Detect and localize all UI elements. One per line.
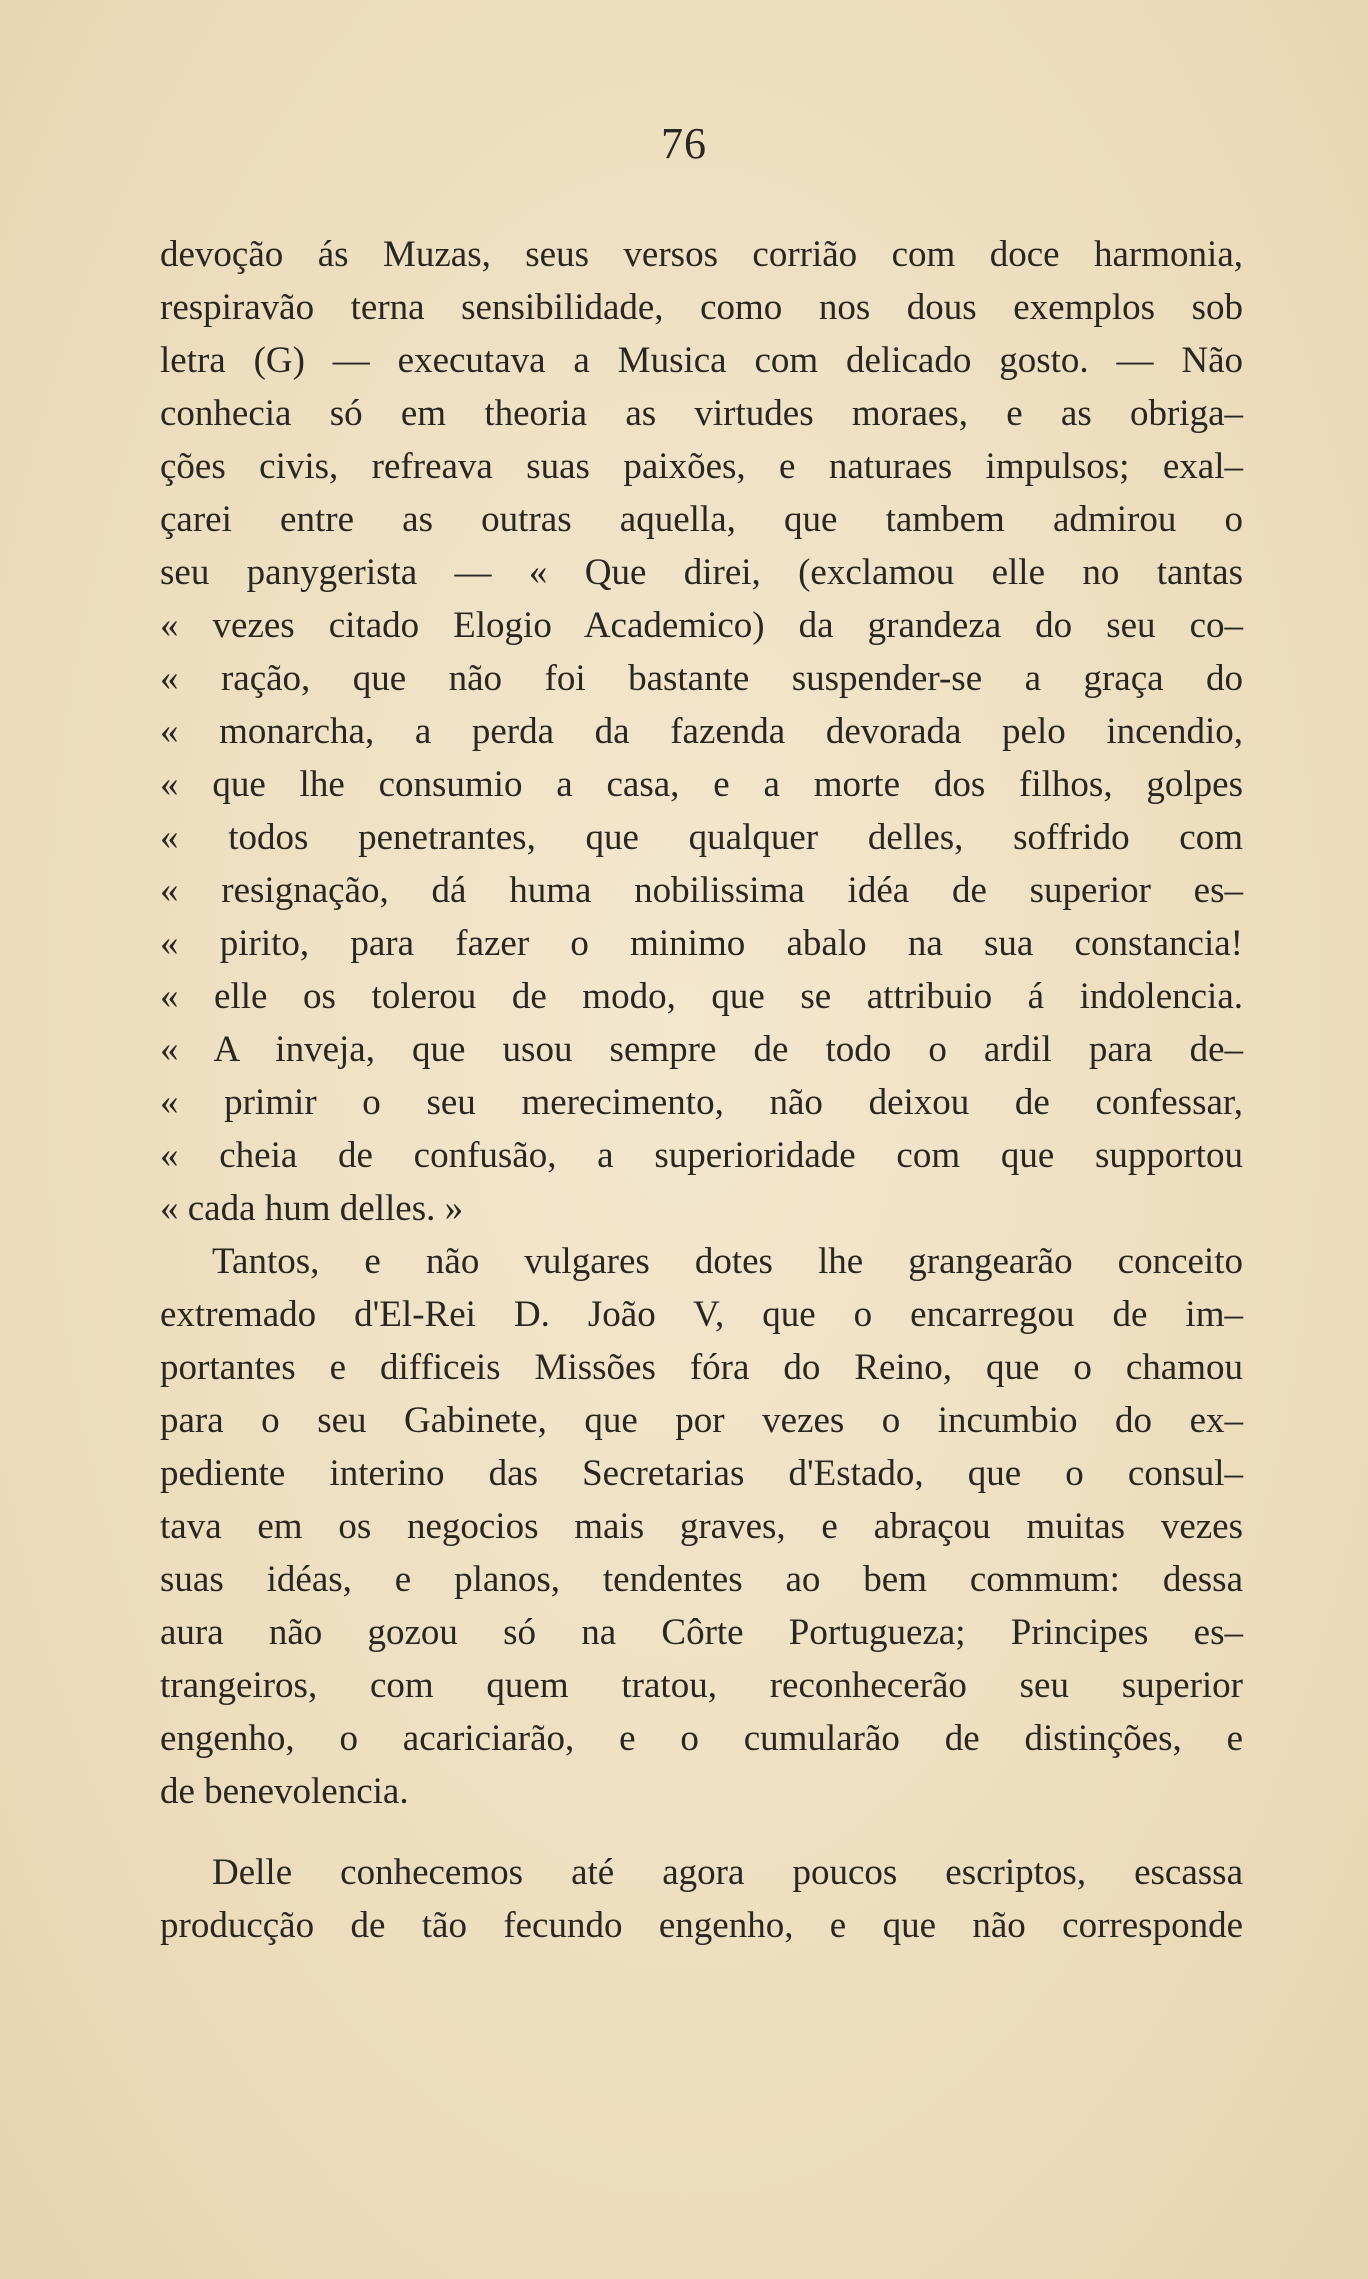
quoted-line: « resignação, dá huma nobilissima idéa de superior es– <box>160 870 1243 911</box>
quoted-line: « cheia de confusão, a superioridade com que supportou <box>160 1135 1243 1176</box>
text-line: trangeiros, com quem tratou, reconhecerão seu superior <box>160 1665 1243 1706</box>
text-line: tava em os negocios mais graves, e abraçou muitas vezes <box>160 1506 1243 1547</box>
text-line: çarei entre as outras aquella, que tambem admirou o <box>160 499 1243 540</box>
quoted-line: « A inveja, que usou sempre de todo o ardil para de– <box>160 1029 1243 1070</box>
quoted-line: « elle os tolerou de modo, que se attribuio á indolencia. <box>160 976 1243 1017</box>
quoted-line: « cada hum delles. » <box>160 1188 464 1229</box>
quoted-line: « pirito, para fazer o minimo abalo na sua constancia! <box>160 923 1243 964</box>
text-line: aura não gozou só na Côrte Portugueza; Principes es– <box>160 1612 1243 1653</box>
text-line: conhecia só em theoria as virtudes moraes, e as obriga– <box>160 393 1243 434</box>
quoted-line: « primir o seu merecimento, não deixou de confessar, <box>160 1082 1243 1123</box>
text-line: extremado d'El-Rei D. João V, que o encarregou de im– <box>160 1294 1243 1335</box>
paragraph-2 <box>160 1235 1243 1818</box>
text-line: Tantos, e não vulgares dotes lhe grangearão conceito <box>212 1241 1243 1282</box>
text-line: respiravão terna sensibilidade, como nos dous exemplos sob <box>160 287 1243 328</box>
text-line: Delle conhecemos até agora poucos escriptos, escassa <box>212 1852 1243 1893</box>
paragraph-spacer <box>160 1818 1243 1846</box>
text-line: devoção ás Muzas, seus versos corrião com doce harmonia, <box>160 234 1243 275</box>
text-line: seu panygerista — « Que direi, (exclamou elle no tantas <box>160 552 1243 593</box>
text-line: ções civis, refreava suas paixões, e naturaes impulsos; exal– <box>160 446 1243 487</box>
paragraph-3 <box>160 1846 1243 1952</box>
body-text <box>160 228 1243 1952</box>
quoted-line: « que lhe consumio a casa, e a morte dos filhos, golpes <box>160 764 1243 805</box>
text-line: engenho, o acariciarão, e o cumularão de distinções, e <box>160 1718 1243 1759</box>
text-line: para o seu Gabinete, que por vezes o incumbio do ex– <box>160 1400 1243 1441</box>
page-number: 76 <box>661 119 707 168</box>
quoted-line: « monarcha, a perda da fazenda devorada pelo incendio, <box>160 711 1243 752</box>
text-line: de benevolencia. <box>160 1771 409 1812</box>
quoted-line: « ração, que não foi bastante suspender-se a graça do <box>160 658 1243 699</box>
quoted-line: « vezes citado Elogio Academico) da grandeza do seu co– <box>160 605 1243 646</box>
text-line: suas idéas, e planos, tendentes ao bem commum: dessa <box>160 1559 1243 1600</box>
text-line: producção de tão fecundo engenho, e que não corresponde <box>160 1905 1243 1946</box>
text-line: pediente interino das Secretarias d'Estado, que o consul– <box>160 1453 1243 1494</box>
paragraph-1 <box>160 228 1243 1235</box>
text-line: letra (G) — executava a Musica com delicado gosto. — Não <box>160 340 1243 381</box>
quoted-line: « todos penetrantes, que qualquer delles, soffrido com <box>160 817 1243 858</box>
text-line: portantes e difficeis Missões fóra do Reino, que o chamou <box>160 1347 1243 1388</box>
